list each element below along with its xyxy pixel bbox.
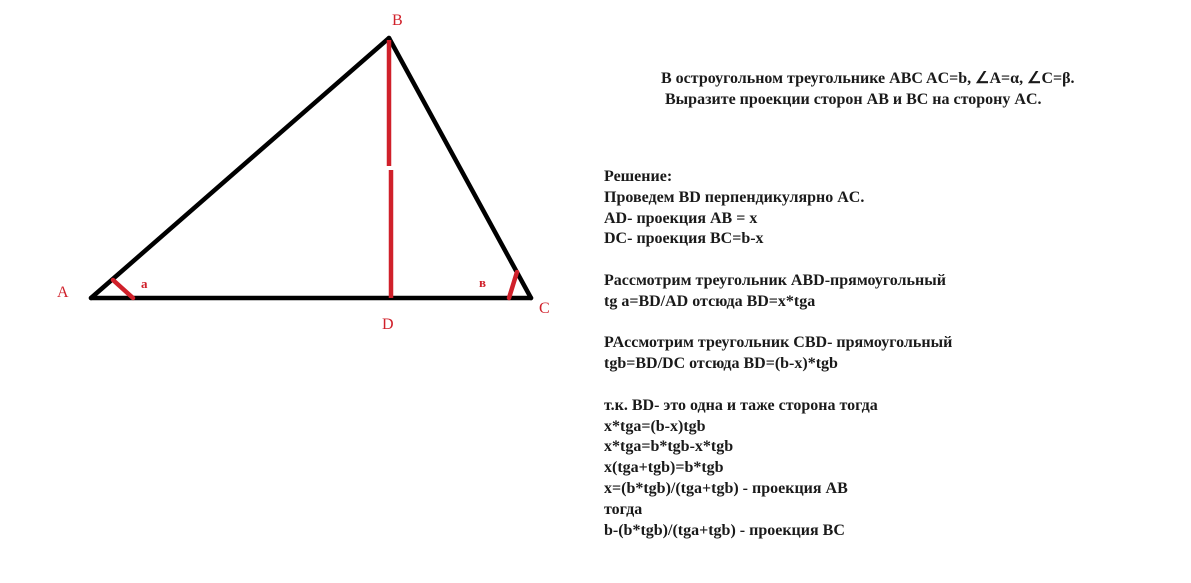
- solution-line: b-(b*tgb)/(tga+tgb) - проекция BC: [604, 521, 845, 539]
- solution-line: [604, 375, 1184, 396]
- solution-line: x*tga=(b-x)tgb: [604, 417, 706, 435]
- solution-line: Проведем BD перпендикулярно AC.: [604, 188, 865, 206]
- vertex-label-c: C: [539, 300, 550, 317]
- solution-line: Решение:: [604, 168, 673, 185]
- solution-line: x(tga+tgb)=b*tgb: [604, 459, 724, 477]
- angle-mark-c: [509, 272, 517, 298]
- solution-line: Рассмотрим треугольник ABD-прямоугольный: [604, 271, 946, 289]
- angle-label-alpha: a: [141, 276, 148, 291]
- vertex-label-b: B: [392, 12, 403, 29]
- problem-line: В остроугольном треугольнике ABC AC=b, ∠A=α, ∠C=β.: [661, 70, 1075, 87]
- solution-line: tgb=BD/DC отсюда BD=(b-x)*tgb: [604, 355, 838, 373]
- vertex-label-d: D: [382, 316, 394, 333]
- solution-line: [604, 250, 1184, 271]
- solution-text: [604, 167, 1184, 541]
- angle-label-beta: в: [479, 275, 487, 290]
- side-bc: [389, 38, 531, 298]
- solution-line: tg a=BD/AD отсюда BD=x*tga: [604, 292, 816, 310]
- solution-line: x*tga=b*tgb-x*tgb: [604, 438, 734, 456]
- solution-line: тогда: [604, 500, 643, 518]
- problem-statement: [661, 68, 1181, 110]
- angle-mark-a: [113, 280, 133, 298]
- problem-line: Выразите проекции сторон AB и BC на сторону AC.: [661, 91, 1042, 108]
- solution-line: PAссмотрим треугольник CBD- прямоугольный: [604, 334, 953, 352]
- side-ab: [91, 38, 389, 298]
- solution-line: AD- проекция AB = x: [604, 209, 758, 227]
- vertex-label-a: A: [57, 284, 69, 301]
- solution-line: [604, 313, 1184, 334]
- solution-line: т.к. BD- это одна и таже сторона тогда: [604, 396, 878, 414]
- solution-line: DC- проекция BC=b-x: [604, 230, 764, 248]
- solution-line: x=(b*tgb)/(tga+tgb) - проекция AB: [604, 479, 848, 497]
